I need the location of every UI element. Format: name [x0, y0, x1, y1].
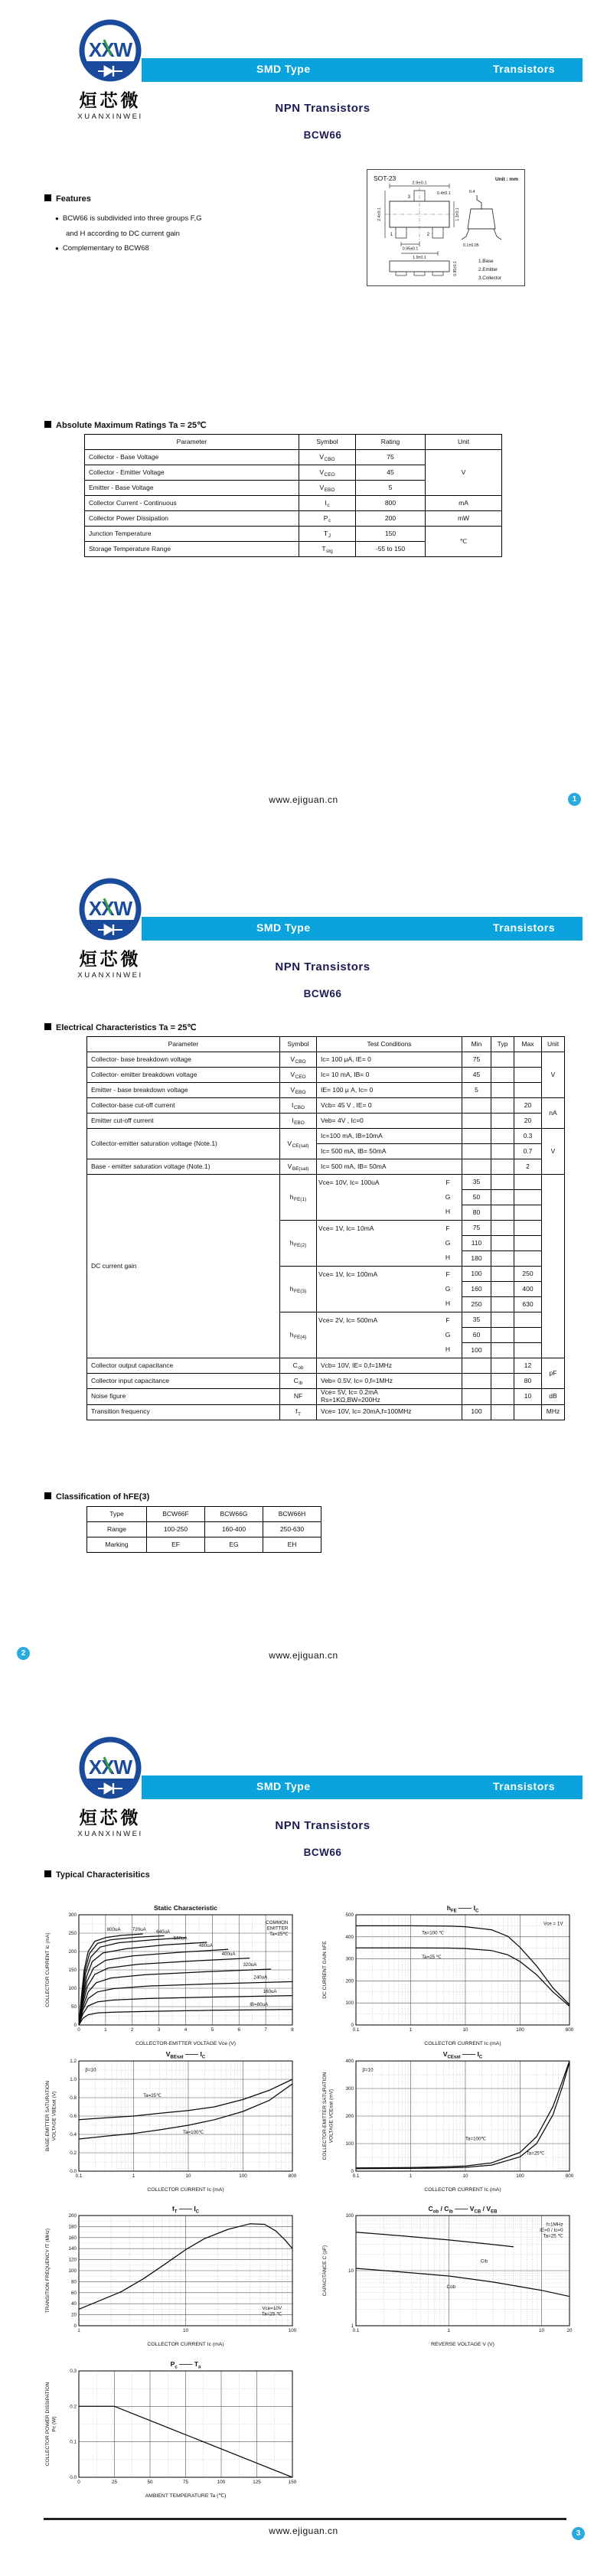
svg-text:80: 80: [70, 2279, 77, 2285]
svg-text:100: 100: [68, 1986, 77, 1991]
svg-text:β=10: β=10: [85, 2067, 96, 2073]
svg-text:200: 200: [68, 1949, 77, 1955]
svg-text:Ta=25℃: Ta=25℃: [526, 2150, 545, 2157]
chart-vcesat-vs-ic: [321, 2049, 577, 2194]
svg-text:SOT-23: SOT-23: [374, 174, 397, 182]
svg-text:Ta=25℃: Ta=25℃: [143, 2092, 162, 2098]
svg-text:Ta=25 ℃: Ta=25 ℃: [422, 1955, 442, 1961]
svg-text:20: 20: [70, 2312, 77, 2318]
page-number-badge: 2: [17, 1647, 30, 1660]
svg-text:Pc —— Ta: $P_c$ —— $T_a$: [170, 2360, 201, 2370]
classification-heading: Classification of hFE(3): [44, 1492, 149, 1502]
svg-text:0.2: 0.2: [70, 2150, 77, 2156]
svg-text:Vce=10V: Vce=10V: [262, 2306, 282, 2312]
logo-mark-icon: [75, 876, 145, 944]
svg-text:100: 100: [516, 2173, 524, 2179]
feature-item: ● Complementary to BCW68: [55, 244, 149, 253]
svg-text:200: 200: [345, 1978, 354, 1984]
page-number-badge: 3: [572, 2527, 585, 2540]
svg-text:0.95±0.1: 0.95±0.1: [402, 246, 419, 252]
svg-text:COLLECTOR-EMITTER SATURATION: COLLECTOR-EMITTER SATURATION: [322, 2072, 328, 2160]
svg-text:720uA: 720uA: [132, 1927, 146, 1933]
svg-text:Vce = 1V: Vce = 1V: [543, 1921, 563, 1927]
part-number: BCW66: [303, 988, 342, 999]
svg-text:1.2: 1.2: [70, 2059, 77, 2064]
svg-text:0: 0: [351, 2023, 354, 2028]
svg-text:300: 300: [345, 1956, 354, 1962]
svg-text:1: 1: [409, 2027, 413, 2033]
page-number-badge: 1: [568, 793, 581, 806]
svg-text:100: 100: [345, 2213, 354, 2219]
bar-transistors-label: Transistors: [493, 63, 555, 75]
svg-text:800: 800: [565, 2027, 574, 2033]
logo-cn-text: 烜芯微: [79, 1808, 142, 1828]
svg-text:BASE-EMITTER SATURATION: BASE-EMITTER SATURATION: [45, 2080, 51, 2152]
svg-text:fT —— IC: $f_T$ —— $I_C$: [171, 2205, 200, 2215]
svg-text:1: 1: [447, 2328, 451, 2333]
svg-text:TRANSITION FREQUENCY fT (M: TRANSITION FREQUENCY fT (MHz): [45, 2228, 51, 2314]
svg-text:800: 800: [288, 2173, 297, 2179]
classification-table: Type BCW66F BCW66G BCW66H Range 100-250 160-400 250-630 Marking EF EG EH: [86, 1506, 321, 1553]
svg-text:Ta=100℃: Ta=100℃: [183, 2129, 204, 2135]
square-bullet-icon: [44, 1870, 51, 1877]
svg-text:0: 0: [73, 2323, 77, 2329]
svg-text:Pc (W): Pc (W): [51, 2416, 57, 2432]
svg-text:7: 7: [264, 2027, 267, 2033]
svg-text:150: 150: [68, 1968, 77, 1973]
svg-text:IE=0 / Ic=0: IE=0 / Ic=0: [540, 2228, 563, 2234]
square-bullet-icon: [44, 194, 51, 201]
svg-text:200: 200: [68, 2213, 77, 2219]
svg-text:0.1: 0.1: [352, 2328, 360, 2333]
svg-text:XXW: XXW: [88, 1756, 132, 1779]
svg-text:COLLECTOR CURRENT Ic (mA): COLLECTOR CURRENT Ic (mA): [424, 2187, 501, 2193]
svg-text:0: 0: [77, 2480, 80, 2485]
svg-text:1: 1: [390, 233, 393, 237]
svg-text:300: 300: [68, 1912, 77, 1918]
bar-transistors-label: Transistors: [493, 921, 555, 934]
svg-text:0.6: 0.6: [70, 2114, 77, 2119]
feature-item: ● BCW66 is subdivided into three groups F,G: [55, 214, 202, 223]
page-1: [0, 0, 607, 859]
svg-text:0.8: 0.8: [70, 2095, 77, 2101]
svg-text:XXW: XXW: [88, 897, 132, 920]
svg-text:COLLECTOR CURRENT Ic (mA): COLLECTOR CURRENT Ic (mA): [45, 1932, 51, 2007]
svg-text:640uA: 640uA: [156, 1929, 171, 1935]
svg-text:1.9±0.1: 1.9±0.1: [413, 256, 426, 260]
svg-text:XXW: XXW: [88, 38, 132, 61]
svg-text:β=10: β=10: [362, 2067, 374, 2073]
logo-en-text: XUANXINWEI: [77, 971, 143, 980]
svg-text:1: 1: [77, 2328, 80, 2333]
svg-text:320uA: 320uA: [243, 1962, 257, 1968]
svg-text:10: 10: [462, 2027, 468, 2033]
svg-text:120: 120: [68, 2257, 77, 2263]
svg-text:Static Characteristic: Static Characteristic: [153, 1904, 218, 1912]
svg-text:500: 500: [345, 1912, 354, 1918]
svg-text:DC CURRENT GAIN hFE: DC CURRENT GAIN hFE: [322, 1941, 328, 1999]
chart-vbesat-vs-ic: [44, 2049, 300, 2194]
svg-text:IB=80uA: IB=80uA: [250, 2002, 269, 2008]
svg-text:COMMON: COMMON: [266, 1920, 289, 1926]
dot-bullet-icon: ●: [55, 245, 59, 252]
svg-text:0.4±0.1: 0.4±0.1: [437, 191, 451, 196]
svg-text:1: 1: [132, 2173, 135, 2179]
svg-text:150: 150: [288, 2480, 297, 2485]
typical-char-heading: Typical Characterisitics: [44, 1870, 150, 1880]
logo-en-text: XUANXINWEI: [77, 1830, 143, 1838]
svg-text:0.1: 0.1: [352, 2027, 360, 2033]
svg-text:1: 1: [351, 2323, 354, 2329]
svg-text:25: 25: [111, 2480, 118, 2485]
features-heading: Features: [44, 194, 91, 204]
svg-text:125: 125: [253, 2480, 261, 2485]
svg-text:3.Collector: 3.Collector: [478, 276, 502, 281]
svg-text:3: 3: [157, 2027, 161, 2033]
svg-text:Cib: Cib: [480, 2258, 488, 2265]
svg-text:10: 10: [182, 2328, 189, 2333]
svg-text:COLLECTOR CURRENT Ic (mA): COLLECTOR CURRENT Ic (mA): [147, 2187, 224, 2193]
logo-en-text: XUANXINWEI: [77, 112, 143, 121]
svg-text:10: 10: [348, 2268, 354, 2274]
svg-text:EMITTER: EMITTER: [266, 1925, 289, 1932]
svg-text:160uA: 160uA: [263, 1988, 277, 1994]
svg-text:VOLTAGE VCEsat (mV): VOLTAGE VCEsat (mV): [328, 2089, 335, 2144]
bar-smd-type-label: SMD Type: [256, 1780, 311, 1792]
dot-bullet-icon: ●: [55, 215, 59, 222]
svg-text:180: 180: [68, 2224, 77, 2230]
square-bullet-icon: [44, 1023, 51, 1030]
svg-text:0.95±0.1: 0.95±0.1: [453, 261, 458, 276]
svg-text:VBEsat —— IC: $V_{BEsat}$ —— $I_C$: [165, 2050, 206, 2060]
svg-text:0.0: 0.0: [70, 2475, 77, 2480]
logo-cn-text: 烜芯微: [79, 90, 142, 110]
svg-text:160: 160: [68, 2235, 77, 2241]
svg-text:Ta=25℃: Ta=25℃: [269, 1932, 289, 1938]
svg-text:250: 250: [68, 1931, 77, 1936]
svg-text:hFE —— IC: $h_{FE}$ —— $I_C$: [446, 1904, 479, 1914]
svg-text:400uA: 400uA: [221, 1951, 236, 1957]
svg-text:2.Emitter: 2.Emitter: [478, 267, 498, 272]
svg-text:0.4: 0.4: [469, 190, 475, 194]
svg-text:COLLECTOR CURRENT Ic (mA): COLLECTOR CURRENT Ic (mA): [147, 2342, 224, 2347]
svg-text:8: 8: [291, 2027, 294, 2033]
chart-hfe-vs-ic: [321, 1903, 577, 2048]
chart-ft-vs-ic: [44, 2203, 300, 2349]
part-number: BCW66: [303, 1847, 342, 1858]
svg-text:COLLECTOR-EMITTER VOLTAGE Vc: COLLECTOR-EMITTER VOLTAGE Vce (V): [135, 2041, 237, 2046]
svg-text:240uA: 240uA: [253, 1974, 268, 1981]
bar-smd-type-label: SMD Type: [256, 63, 311, 75]
bar-transistors-label: Transistors: [493, 1780, 555, 1792]
svg-text:Ta=100℃: Ta=100℃: [465, 2136, 487, 2142]
svg-text:VCEsat —— IC: $V_{CEsat}$ —— $I_C$: [442, 2050, 483, 2060]
svg-text:5: 5: [210, 2027, 214, 2033]
svg-text:50: 50: [147, 2480, 153, 2485]
feature-item: and H according to DC current gain: [66, 230, 180, 238]
elec-char-heading: Electrical Characteristics Ta = 25℃: [44, 1022, 197, 1032]
svg-text:100: 100: [345, 2000, 354, 2007]
svg-text:400: 400: [345, 2059, 354, 2064]
svg-text:Cob / Cib —— VCB / VEB: $C_{ob} / C_{ib}$ —— $V_{CB} / V_{EB}$: [428, 2205, 498, 2215]
logo-mark-icon: [75, 1734, 145, 1803]
svg-text:400: 400: [345, 1934, 354, 1940]
svg-text:2: 2: [130, 2027, 134, 2033]
svg-text:CAPACITANCE C (pF): CAPACITANCE C (pF): [322, 2245, 328, 2297]
svg-text:6: 6: [237, 2027, 241, 2033]
svg-text:560uA: 560uA: [173, 1935, 188, 1942]
svg-text:f=1MHz: f=1MHz: [546, 2222, 563, 2228]
svg-text:800uA: 800uA: [106, 1927, 121, 1933]
svg-text:140: 140: [68, 2246, 77, 2252]
logo-cn-text: 烜芯微: [79, 949, 142, 969]
svg-text:10: 10: [185, 2173, 191, 2179]
doc-title: NPN Transistors: [275, 1819, 370, 1832]
doc-title: NPN Transistors: [275, 102, 370, 115]
svg-text:50: 50: [70, 2004, 77, 2010]
svg-text:10: 10: [462, 2173, 468, 2179]
svg-text:10: 10: [538, 2328, 545, 2333]
svg-text:2.9±0.1: 2.9±0.1: [412, 181, 427, 186]
svg-text:1: 1: [104, 2027, 107, 2033]
svg-text:Ta=100 ℃: Ta=100 ℃: [422, 1930, 445, 1936]
header-bar: [142, 917, 583, 941]
svg-text:0.2: 0.2: [70, 2404, 77, 2410]
svg-text:100: 100: [288, 2328, 297, 2333]
page-3: [0, 1717, 607, 2576]
abs-max-table: Parameter Symbol Rating Unit Collector - Base Voltage $V_{CBO}$ 75 V Collector - Emitter Voltage $V_{CEO}$ 45 Emitter - Base Voltage $V_{EBO}$ 5 Collector Current - Continuous $I_c$ 800 mA Collector Power Dissipation $P_c$ 200 mW Junction Temperature $T_J$ 150 ℃ Storage Temperature Range $T_{stg}$ -55 to 150: [84, 434, 502, 557]
header-bar: [142, 1775, 583, 1799]
square-bullet-icon: [44, 421, 51, 428]
footer-site: www.ejiguan.cn: [269, 2525, 338, 2536]
footer-site: www.ejiguan.cn: [269, 794, 338, 805]
svg-text:AMBIENT TEMPERATURE Ta (℃): AMBIENT TEMPERATURE Ta (℃): [145, 2493, 227, 2499]
svg-text:REVERSE VOLTAGE V (V): REVERSE VOLTAGE V (V): [431, 2342, 494, 2347]
svg-text:75: 75: [182, 2480, 189, 2485]
svg-text:0: 0: [73, 2023, 77, 2028]
svg-text:1: 1: [409, 2173, 413, 2179]
header-bar: [142, 58, 583, 82]
svg-text:0: 0: [351, 2169, 354, 2174]
abs-max-heading: Absolute Maximum Ratings Ta = 25℃: [44, 420, 206, 430]
svg-text:0.1: 0.1: [352, 2173, 360, 2179]
svg-text:1.3±0.1: 1.3±0.1: [455, 207, 460, 221]
footer-divider: [44, 2518, 566, 2520]
package-drawing-sot23: [367, 169, 525, 286]
chart-static-characteristic: [44, 1903, 300, 2048]
svg-text:40: 40: [70, 2301, 77, 2307]
svg-text:200: 200: [345, 2114, 354, 2119]
svg-text:0.4: 0.4: [70, 2132, 77, 2137]
svg-text:480uA: 480uA: [198, 1943, 213, 1949]
svg-text:COLLECTOR POWER DISSIPATION: COLLECTOR POWER DISSIPATION: [45, 2382, 51, 2467]
chart-capacitance: [321, 2203, 577, 2349]
svg-text:Ta=25 ℃: Ta=25 ℃: [543, 2233, 563, 2239]
svg-text:100: 100: [68, 2268, 77, 2274]
svg-text:0.1±0.05: 0.1±0.05: [463, 243, 479, 248]
svg-text:VOLTAGE VBEsat (V): VOLTAGE VBEsat (V): [51, 2091, 57, 2141]
page-2: [0, 859, 607, 1717]
svg-text:800: 800: [565, 2173, 574, 2179]
svg-text:0.0: 0.0: [70, 2169, 77, 2174]
svg-text:60: 60: [70, 2290, 77, 2296]
svg-text:3: 3: [407, 195, 410, 200]
svg-text:COLLECTOR CURRENT Ic (mA): COLLECTOR CURRENT Ic (mA): [424, 2041, 501, 2046]
svg-text:0.3: 0.3: [70, 2369, 77, 2374]
svg-text:0.1: 0.1: [75, 2173, 83, 2179]
svg-text:100: 100: [345, 2141, 354, 2147]
svg-text:1.0: 1.0: [70, 2077, 77, 2082]
svg-text:4: 4: [184, 2027, 188, 2033]
svg-text:2.4±0.1: 2.4±0.1: [377, 207, 382, 221]
svg-text:100: 100: [239, 2173, 247, 2179]
chart-pc-vs-ta: [44, 2359, 300, 2500]
svg-text:300: 300: [345, 2086, 354, 2092]
svg-text:100: 100: [516, 2027, 524, 2033]
svg-text:100: 100: [217, 2480, 226, 2485]
svg-text:2: 2: [426, 233, 429, 237]
doc-title: NPN Transistors: [275, 960, 370, 973]
footer-site: www.ejiguan.cn: [269, 1650, 338, 1661]
svg-text:0.1: 0.1: [70, 2439, 77, 2445]
part-number: BCW66: [303, 129, 342, 141]
svg-text:Cob: Cob: [446, 2284, 455, 2290]
svg-text:1.Base: 1.Base: [478, 259, 494, 264]
svg-text:Unit : mm: Unit : mm: [495, 177, 518, 182]
bar-smd-type-label: SMD Type: [256, 921, 311, 934]
svg-text:20: 20: [566, 2328, 573, 2333]
svg-text:0: 0: [77, 2027, 80, 2033]
logo-mark-icon: [75, 17, 145, 86]
svg-text:Ta=25 ℃: Ta=25 ℃: [261, 2311, 282, 2317]
elec-char-table: Parameter Symbol Test Conditions Min Typ Max Unit Collector- base breakdown voltage $V_{CBO}$ Ic= 100 μA, IE= 0 75 V Collector- emitter breakdown voltage $V_{CEO}$ Ic= 10 mA, IB= 0 45 Emitter - base breakdown voltage $V_{EBO}$ IE= 100 μ A, Ic= 0 5 Collector-base cut-off current $I_{CBO}$ Vcb= 45 V , IE= 0 20 nA Emitter cut-off current $I_{EBO}$ Veb= 4V , Ic=0 20 Collector-emitter saturation voltage (Note.1) $V_{CE(sat)}$ Ic=100 mA, IB=10mA 0.3 V Ic= 500 mA, IB= 50mA 0.7 Base - emitter saturation voltage (Note.1) $V_{BE(sat)}$ Ic= 500 mA, IB= 50mA 2 DC current gain $h_{FE(1)}$ Vce= 10V, Ic= 100uA F G H 35 50 80 $h_{FE(2)}$ Vce= 1V, Ic= 10mA F G H 75 110 180 $h_{FE(3)}$ Vce= 1V, Ic= 100mA F G H 100 250 160 400 250 630 $h_{FE(4)}$ Vce= 2V, Ic= 500mA F G H 35 60 100 Collector output capacitance $C_{ob}$ Vcb= 10V, IE= 0,f=1MHz 12 pF Collector input capacitance $C_{ib}$ Veb= 0.5V, Ic= 0,f=1MHz 80 Noise figure NF Vce= 5V, Ic= 0.2mA Rs=1KΩ,BW=200Hz 10 dB Transition frequency $f_T$ Vce= 10V, Ic= 20mA,f=100MHz 100 MHz: [86, 1036, 565, 1420]
square-bullet-icon: [44, 1492, 51, 1499]
